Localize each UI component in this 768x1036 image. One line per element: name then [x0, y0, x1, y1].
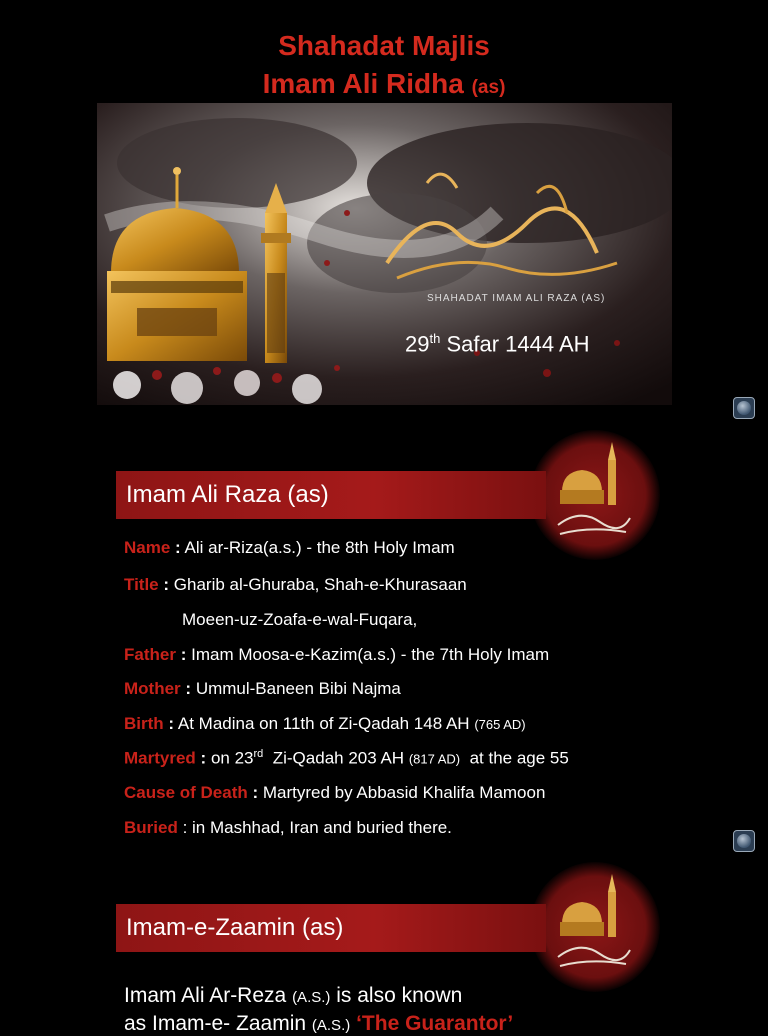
- bio-row-title: Title : Gharib al-Ghuraba, Shah-e-Khurasaan: [124, 575, 467, 594]
- section-header-imam-e-zaamin: Imam-e-Zaamin (as): [116, 904, 546, 952]
- bio-row-buried: Buried : in Mashhad, Iran and buried there.: [124, 818, 452, 837]
- shrine-icon: [530, 430, 660, 560]
- page-title-line1: Shahadat Majlis: [278, 30, 490, 61]
- side-nav-button[interactable]: [733, 397, 755, 419]
- banner-subtitle: SHAHADAT IMAM ALI RAZA (AS): [427, 293, 606, 304]
- zaamin-paragraph-line1: Imam Ali Ar-Reza (A.S.) is also known: [124, 984, 463, 1007]
- banner-image: [97, 103, 672, 405]
- page-title-line2: [0, 66, 768, 106]
- bio-row-cause-of-death: Cause of Death : Martyred by Abbasid Khalifa Mamoon: [124, 783, 546, 802]
- bio-row-mother: Mother : Ummul-Baneen Bibi Najma: [124, 679, 401, 698]
- zaamin-paragraph-line2: as Imam-e- Zaamin (A.S.) ‘The Guarantor’: [124, 1012, 514, 1035]
- shrine-badge: [530, 862, 660, 992]
- shrine-icon: [530, 862, 660, 992]
- shrine-illustration: [97, 103, 672, 405]
- shrine-badge: [530, 430, 660, 560]
- banner-date: 29th Safar 1444 AH: [405, 331, 590, 357]
- page-title-name: Imam Ali Ridha: [262, 68, 464, 99]
- bio-row-birth: Birth : At Madina on 11th of Zi-Qadah 148 AH (765 AD): [124, 714, 526, 733]
- bio-row-martyred: Martyred : on 23rd Zi-Qadah 203 AH (817 AD) at the age 55: [124, 748, 569, 768]
- bio-row-father: Father : Imam Moosa-e-Kazim(a.s.) - the 7th Holy Imam: [124, 645, 550, 664]
- page-title-suffix: (as): [471, 77, 506, 98]
- section-header-imam-ali-raza: Imam Ali Raza (as): [116, 471, 546, 519]
- side-nav-button[interactable]: [733, 830, 755, 852]
- bio-row-title-cont: Moeen-uz-Zoafa-e-wal-Fuqara,: [182, 610, 418, 629]
- bio-row-name: Name : Ali ar-Riza(a.s.) - the 8th Holy Imam: [124, 538, 455, 557]
